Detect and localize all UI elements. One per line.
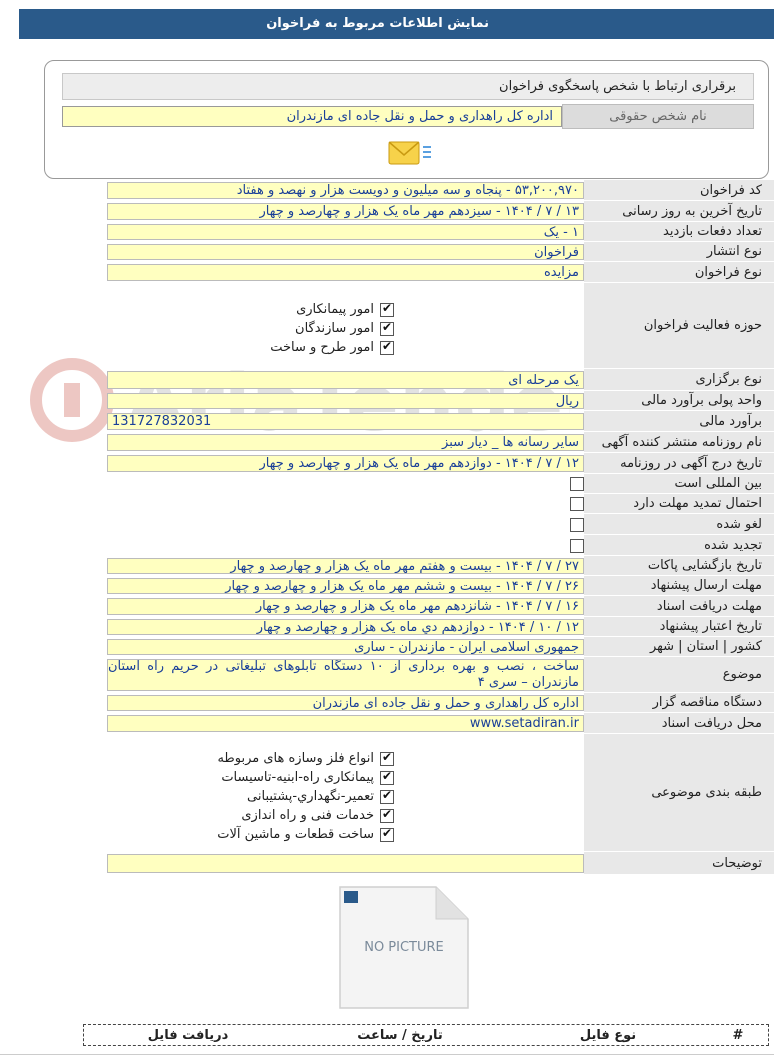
field-value: ۱۳ / ۷ / ۱۴۰۴ - سیزدهم مهر ماه یک هزار و چهارصد و چهار — [107, 203, 584, 220]
field-value: ساخت ، نصب و بهره برداری از ۱۰ دستگاه تابلوهای تبلیغاتی در حریم راه استان مازندران – سری ۴ — [107, 659, 584, 691]
field-value: ۵۳,۲۰۰,۹۷۰ - پنجاه و سه میلیون و دویست هزار و نهصد و هفتاد — [107, 182, 584, 199]
field-label: مهلت ارسال پیشنهاد — [584, 576, 774, 596]
field-label: احتمال تمدید مهلت دارد — [584, 494, 774, 514]
page-header — [19, 9, 774, 39]
field-publish-type — [107, 242, 774, 262]
field-value: یک مرحله ای — [107, 371, 584, 389]
page-title: نمایش اطلاعات مربوط به فراخوان — [266, 16, 489, 31]
checkbox[interactable] — [380, 771, 394, 785]
field-label: توضیحات — [584, 852, 774, 875]
category-item[interactable]: ✔ تعمیر-نگهداري-پشتیبانی — [217, 787, 394, 806]
legal-person-label: نام شخص حقوقی — [562, 104, 754, 129]
field-currency — [107, 391, 774, 411]
field-label: نوع برگزاری — [584, 369, 774, 391]
field-activity — [107, 283, 774, 369]
field-value: 131727832031 — [107, 413, 584, 430]
field-visits — [107, 222, 774, 242]
checkbox[interactable] — [380, 752, 394, 766]
field-subject — [107, 657, 774, 693]
field-label: نوع انتشار — [584, 242, 774, 262]
field-newspaper-date — [107, 453, 774, 474]
legal-person-value: اداره کل راهداری و حمل و نقل جاده ای مازندران — [62, 106, 562, 127]
doc-place-link[interactable]: www.setadiran.ir — [107, 715, 584, 732]
col-date-time: تاریخ / ساعت — [357, 1027, 443, 1043]
field-label: تاریخ آخرین به روز رسانی — [584, 201, 774, 222]
checkbox[interactable] — [380, 341, 394, 355]
field-label: طبقه بندی موضوعی — [584, 734, 774, 852]
field-label: نوع فراخوان — [584, 262, 774, 283]
field-label: واحد پولی برآورد مالی — [584, 391, 774, 411]
col-file-type: نوع فایل — [579, 1027, 637, 1043]
field-value: ۱ - یک — [107, 224, 584, 240]
field-value: ۲۶ / ۷ / ۱۴۰۴ - بیست و ششم مهر ماه یک هزار و چهارصد و چهار — [107, 578, 584, 594]
international-checkbox[interactable] — [570, 477, 584, 491]
field-label: تجدید شده — [584, 535, 774, 556]
checkbox[interactable] — [380, 322, 394, 336]
field-label: لغو شده — [584, 514, 774, 535]
col-index: # — [732, 1027, 744, 1043]
no-picture-text: NO PICTURE — [364, 940, 444, 955]
category-item[interactable]: ✔ انواع فلز وسازه های مربوطه — [217, 749, 394, 768]
field-label: کد فراخوان — [584, 180, 774, 201]
col-download: دریافت فایل — [147, 1027, 229, 1043]
contact-title: برقراری ارتباط با شخص پاسخگوی فراخوان — [62, 73, 754, 100]
renewed-checkbox[interactable] — [570, 539, 584, 553]
field-label: تعداد دفعات بازدید — [584, 222, 774, 242]
field-label: تاریخ بازگشایی پاکات — [584, 556, 774, 576]
category-item[interactable]: ✔ ساخت قطعات و ماشین آلات — [217, 825, 394, 844]
field-value: اداره کل راهداری و حمل و نقل جاده ای مازندران — [107, 695, 584, 711]
checkbox[interactable] — [380, 809, 394, 823]
files-table-header — [83, 1024, 769, 1046]
field-call-type — [107, 262, 774, 283]
field-value: ریال — [107, 393, 584, 409]
field-value: سایر رسانه ها _ دیار سبز — [107, 434, 584, 451]
field-renewed — [107, 535, 774, 556]
field-cancelled — [107, 514, 774, 535]
divider — [0, 1054, 774, 1055]
no-picture-image — [338, 885, 470, 1010]
activity-checklist — [270, 300, 394, 357]
field-doc-deadline — [107, 596, 774, 617]
field-label: مهلت دریافت اسناد — [584, 596, 774, 617]
field-label: دستگاه مناقصه گزار — [584, 693, 774, 713]
field-value — [107, 854, 584, 873]
activity-item[interactable]: ✔ امور سازندگان — [270, 319, 394, 338]
field-location — [107, 637, 774, 657]
field-holding-type — [107, 369, 774, 391]
field-value: فراخوان — [107, 244, 584, 260]
field-newspaper — [107, 432, 774, 453]
field-label: کشور | استان | شهر — [584, 637, 774, 657]
field-value: مزایده — [107, 264, 584, 281]
field-label: تاریخ اعتبار پیشنهاد — [584, 617, 774, 637]
field-code — [107, 180, 774, 201]
field-organizer — [107, 693, 774, 713]
activity-item[interactable]: ✔ امور پیمانکاری — [270, 300, 394, 319]
category-checklist — [217, 749, 394, 844]
field-estimate — [107, 411, 774, 432]
field-label: محل دریافت اسناد — [584, 713, 774, 734]
field-category — [107, 734, 774, 852]
field-value: ۱۲ / ۷ / ۱۴۰۴ - دوازدهم مهر ماه یک هزار و چهارصد و چهار — [107, 455, 584, 472]
extension-checkbox[interactable] — [570, 497, 584, 511]
field-international — [107, 474, 774, 494]
field-value: جمهوری اسلامی ایران - مازندران - ساری — [107, 639, 584, 655]
cancelled-checkbox[interactable] — [570, 518, 584, 532]
field-label: برآورد مالی — [584, 411, 774, 432]
contact-panel — [44, 60, 769, 179]
field-notes — [107, 852, 774, 875]
field-label: نام روزنامه منتشر کننده آگهی — [584, 432, 774, 453]
field-label: تاریخ درج آگهی در روزنامه — [584, 453, 774, 474]
field-value: ۱۶ / ۷ / ۱۴۰۴ - شانزدهم مهر ماه یک هزار و چهارصد و چهار — [107, 598, 584, 615]
field-label: بین المللی است — [584, 474, 774, 494]
activity-item[interactable]: ✔ امور طرح و ساخت — [270, 338, 394, 357]
field-label: موضوع — [584, 657, 774, 693]
category-item[interactable]: ✔ خدمات فنی و راه اندازی — [217, 806, 394, 825]
field-validity — [107, 617, 774, 637]
field-value: ۲۷ / ۷ / ۱۴۰۴ - بیست و هفتم مهر ماه یک هزار و چهارصد و چهار — [107, 558, 584, 574]
field-last-update — [107, 201, 774, 222]
checkbox[interactable] — [380, 303, 394, 317]
field-label: حوزه فعالیت فراخوان — [584, 283, 774, 369]
envelope-icon[interactable] — [385, 137, 433, 171]
checkbox[interactable] — [380, 828, 394, 842]
field-doc-place — [107, 713, 774, 734]
field-extension — [107, 494, 774, 514]
category-item[interactable]: ✔ پیمانکاری راه-ابنیه-تاسیسات — [217, 768, 394, 787]
field-open-date — [107, 556, 774, 576]
field-send-deadline — [107, 576, 774, 596]
field-value: ۱۲ / ۱۰ / ۱۴۰۴ - دوازدهم دي ماه یک هزار و چهارصد و چهار — [107, 619, 584, 635]
checkbox[interactable] — [380, 790, 394, 804]
